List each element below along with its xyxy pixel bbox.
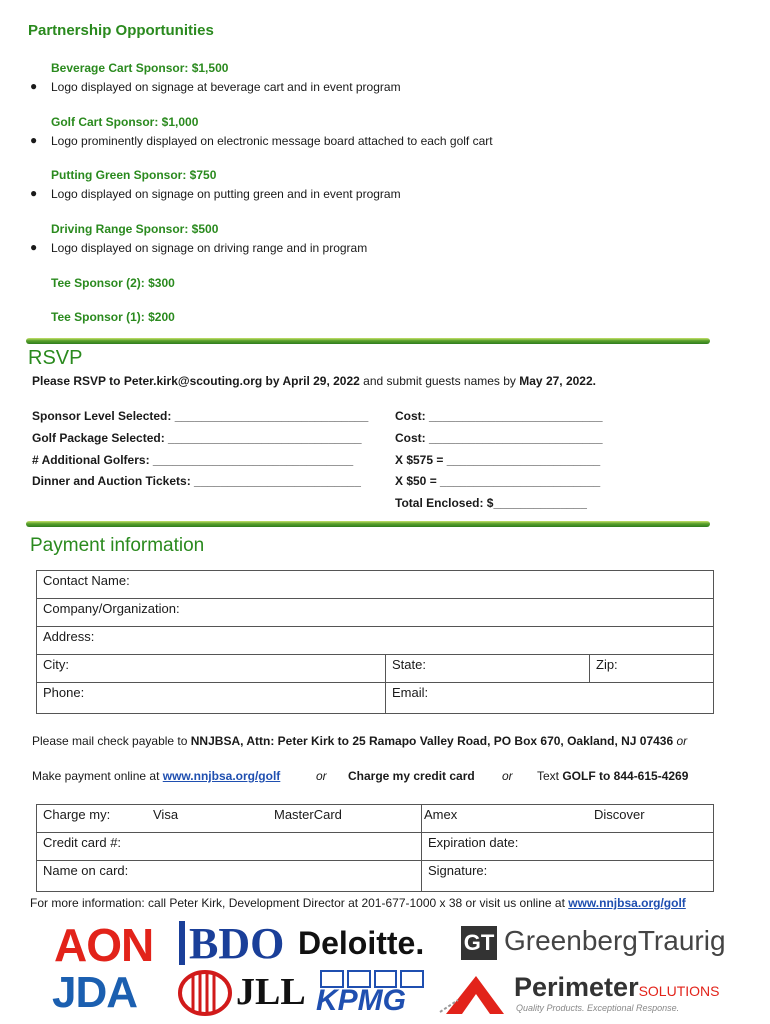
greenberg-traurig-logo: GreenbergTraurig: [504, 925, 726, 956]
state-field[interactable]: State:: [386, 655, 590, 683]
sponsorship-description: Logo prominently displayed on electronic message board attached to each golf cart: [51, 134, 493, 148]
zip-field[interactable]: Zip:: [590, 655, 714, 683]
golfers-cost-field[interactable]: X $575 = _______________________: [395, 453, 601, 467]
bullet-icon: ●: [30, 186, 38, 200]
rsvp-deadline: Please RSVP to Peter.kirk@scouting.org by April 29, 2022: [32, 374, 360, 388]
rsvp-guest-deadline: May 27, 2022.: [519, 374, 596, 388]
or-label: or: [316, 769, 327, 783]
gt-mark-icon: GT: [461, 926, 497, 960]
payment-heading: Payment information: [30, 535, 205, 556]
bullet-icon: ●: [30, 133, 38, 147]
section-divider: [26, 521, 710, 527]
rsvp-text: and submit guests names by: [359, 374, 520, 388]
tickets-cost-field[interactable]: X $50 = ________________________: [395, 474, 601, 488]
charge-my-cell: [37, 805, 422, 833]
sponsorship-title: Driving Range Sponsor: $500: [51, 222, 219, 236]
contact-info-table: [36, 570, 714, 714]
deloitte-logo: Deloitte.: [298, 925, 425, 961]
charge-my-label: Charge my:: [43, 807, 111, 822]
name-on-card-field[interactable]: Name on card:: [37, 861, 422, 892]
perimeter-mark-icon: [438, 972, 510, 1016]
aon-logo: AON: [54, 919, 154, 971]
card-type-cell: [422, 805, 714, 833]
card-number-field[interactable]: Credit card #:: [37, 833, 422, 861]
sponsorship-description: Logo displayed on signage on putting green and in event program: [51, 187, 401, 201]
perimeter-tagline: Quality Products. Exceptional Response.: [516, 1003, 680, 1013]
discover-option[interactable]: Discover: [594, 807, 645, 822]
sponsorship-title: Tee Sponsor (1): $200: [51, 310, 175, 324]
signature-field[interactable]: Signature:: [422, 861, 714, 892]
amex-option[interactable]: Amex: [424, 807, 458, 822]
or-label: or: [502, 769, 513, 783]
mail-address: NNJBSA, Attn: Peter Kirk to 25 Ramapo Valley Road, PO Box 670, Oakland, NJ 07436: [190, 734, 674, 748]
perimeter-suffix: SOLUTIONS: [638, 983, 720, 999]
golf-package-field[interactable]: Golf Package Selected: _____________________________: [32, 431, 362, 445]
mail-or: or: [673, 734, 688, 748]
rsvp-instructions: [32, 374, 596, 388]
footer-link[interactable]: www.nnjbsa.org/golf: [568, 896, 686, 910]
rsvp-heading: RSVP: [28, 347, 83, 369]
sponsorship-title: Golf Cart Sponsor: $1,000: [51, 115, 199, 129]
sponsorship-title: Tee Sponsor (2): $300: [51, 276, 175, 290]
jll-mark-icon: [178, 970, 232, 1016]
expiration-field[interactable]: Expiration date:: [422, 833, 714, 861]
mail-instructions: [32, 734, 687, 748]
text-payment: [537, 769, 688, 783]
text-number: GOLF to 844-615-4269: [562, 769, 689, 783]
sponsor-level-field[interactable]: Sponsor Level Selected: _____________________________: [32, 409, 369, 423]
visa-option[interactable]: Visa: [153, 807, 179, 822]
sponsorship-title: Putting Green Sponsor: $750: [51, 168, 217, 182]
credit-card-table: [36, 804, 714, 892]
bdo-bar-icon: [179, 921, 185, 965]
bullet-icon: ●: [30, 240, 38, 254]
jll-logo: JLL: [236, 971, 306, 1013]
sponsorship-description: Logo displayed on signage at beverage cart and in event program: [51, 80, 401, 94]
bullet-icon: ●: [30, 79, 38, 93]
bdo-logo: BDO: [189, 919, 285, 968]
address-field[interactable]: Address:: [37, 627, 714, 655]
section-divider: [26, 338, 710, 344]
perimeter-name: Perimeter: [514, 972, 639, 1002]
mail-prefix: Please mail check payable to: [32, 734, 191, 748]
dinner-tickets-field[interactable]: Dinner and Auction Tickets: _________________________: [32, 474, 361, 488]
footer-text: For more information: call Peter Kirk, Development Director at 201-677-1000 x 38 or visit us online at: [30, 896, 569, 910]
email-field[interactable]: Email:: [386, 683, 714, 714]
total-enclosed-field[interactable]: Total Enclosed: $______________: [395, 496, 587, 510]
sponsorship-title: Beverage Cart Sponsor: $1,500: [51, 61, 229, 75]
company-field[interactable]: Company/Organization:: [37, 599, 714, 627]
additional-golfers-field[interactable]: # Additional Golfers: ______________________________: [32, 453, 354, 467]
charge-credit-card-label: Charge my credit card: [348, 769, 475, 783]
online-payment-text: [32, 769, 280, 783]
kpmg-logo: KPMG: [316, 984, 406, 1017]
text-prefix: Text: [537, 769, 563, 783]
mastercard-option[interactable]: MasterCard: [274, 807, 342, 822]
online-payment-link[interactable]: www.nnjbsa.org/golf: [162, 769, 281, 783]
sponsor-cost-field[interactable]: Cost: __________________________: [395, 409, 603, 423]
perimeter-logo: [514, 972, 719, 1003]
sponsorship-description: Logo displayed on signage on driving range and in program: [51, 241, 368, 255]
jda-logo: JDA: [52, 968, 138, 1017]
footer-info: [30, 896, 686, 910]
online-prefix: Make payment online at: [32, 769, 163, 783]
contact-name-field[interactable]: Contact Name:: [37, 571, 714, 599]
package-cost-field[interactable]: Cost: __________________________: [395, 431, 603, 445]
phone-field[interactable]: Phone:: [37, 683, 386, 714]
page-title: Partnership Opportunities: [28, 22, 214, 39]
city-field[interactable]: City:: [37, 655, 386, 683]
